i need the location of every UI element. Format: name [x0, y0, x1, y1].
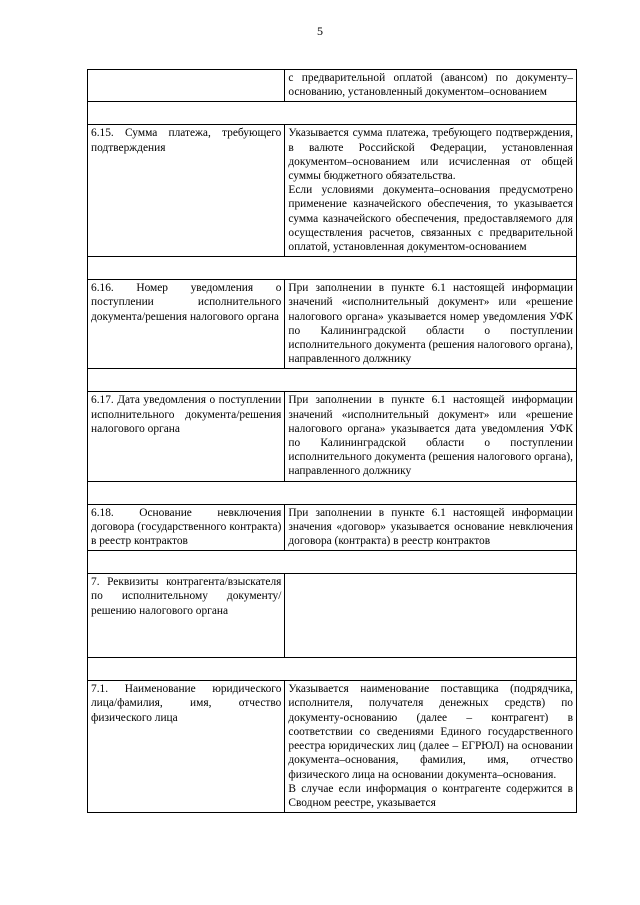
row-gap — [88, 658, 577, 681]
row-label: 6.16. Номер уведомления о поступлении исполнительного документа/решения налогового органа — [88, 280, 285, 369]
description-text: Указывается сумма платежа, требующего подтверждения, в валюте Российской Федерации, установленная документом–основанием или исчисленная от общей суммы бюджетного обязательства. — [288, 127, 573, 183]
description-text: При заполнении в пункте 6.1 настоящей информации значения «договор» указывается основание невключения договора (контракта) в реестр контрактов — [288, 506, 573, 548]
row-label: 6.17. Дата уведомления о поступлении исполнительного документа/решения налогового органа — [88, 392, 285, 481]
row-description — [285, 280, 577, 369]
description-text-2: Если условиями документа–основания предусмотрено применение казначейского обеспечения, то указывается сумма казначейского обеспечения, предоставляемого для осуществления расчетов, связанных с предварительной оплатой, установленная документом-основанием — [288, 184, 573, 254]
row-gap — [88, 551, 577, 574]
table-row — [88, 70, 577, 102]
table-row — [88, 125, 577, 257]
table-row — [88, 681, 577, 813]
row-label: 7. Реквизиты контрагента/взыскателя по исполнительному документу/решению налогового органа — [88, 574, 285, 658]
row-label — [88, 70, 285, 102]
row-gap — [88, 369, 577, 392]
row-gap — [88, 257, 577, 280]
row-gap — [88, 102, 577, 125]
row-description — [285, 70, 577, 102]
description-text: с предварительной оплатой (авансом) по документу–основанию, установленный документом–основанием — [288, 72, 573, 99]
description-text: При заполнении в пункте 6.1 настоящей информации значений «исполнительный документ» или «решение налогового органа» указывается дата уведомления УФК по Калининградской области о поступлении исполнительного документа (решения налогового органа), направленного должнику — [288, 394, 573, 478]
description-text-2: В случае если информация о контрагенте содержится в Сводном реестре, указывается — [288, 782, 573, 809]
row-description — [285, 574, 577, 658]
row-description — [285, 125, 577, 257]
row-label: 6.15. Сумма платежа, требующего подтверждения — [88, 125, 285, 257]
requisites-table — [87, 69, 577, 813]
description-text: При заполнении в пункте 6.1 настоящей информации значений «исполнительный документ» или «решение налогового органа» указывается номер уведомления УФК по Калининградской области о поступлении исполнительного документа (решения налогового органа), направленного должнику — [288, 282, 573, 366]
table-row — [88, 392, 577, 481]
page-number: 5 — [317, 24, 323, 38]
table-row — [88, 280, 577, 369]
description-text: Указывается наименование поставщика (подрядчика, исполнителя, получателя денежных средств) по документу-основанию (далее – контрагент) в соответствии со сведениями Единого государственного реестра юридических лиц (далее – ЕГРЮЛ) на основании документа–основания, фамилия, имя, отчество физического лица на основании документа–основания. — [288, 683, 573, 781]
row-description — [285, 681, 577, 813]
table-row — [88, 504, 577, 551]
row-label: 7.1. Наименование юридического лица/фамилия, имя, отчество физического лица — [88, 681, 285, 813]
table-row — [88, 574, 577, 658]
row-label: 6.18. Основание невключения договора (государственного контракта) в реестр контрактов — [88, 504, 285, 551]
row-description — [285, 392, 577, 481]
row-gap — [88, 481, 577, 504]
row-description — [285, 504, 577, 551]
